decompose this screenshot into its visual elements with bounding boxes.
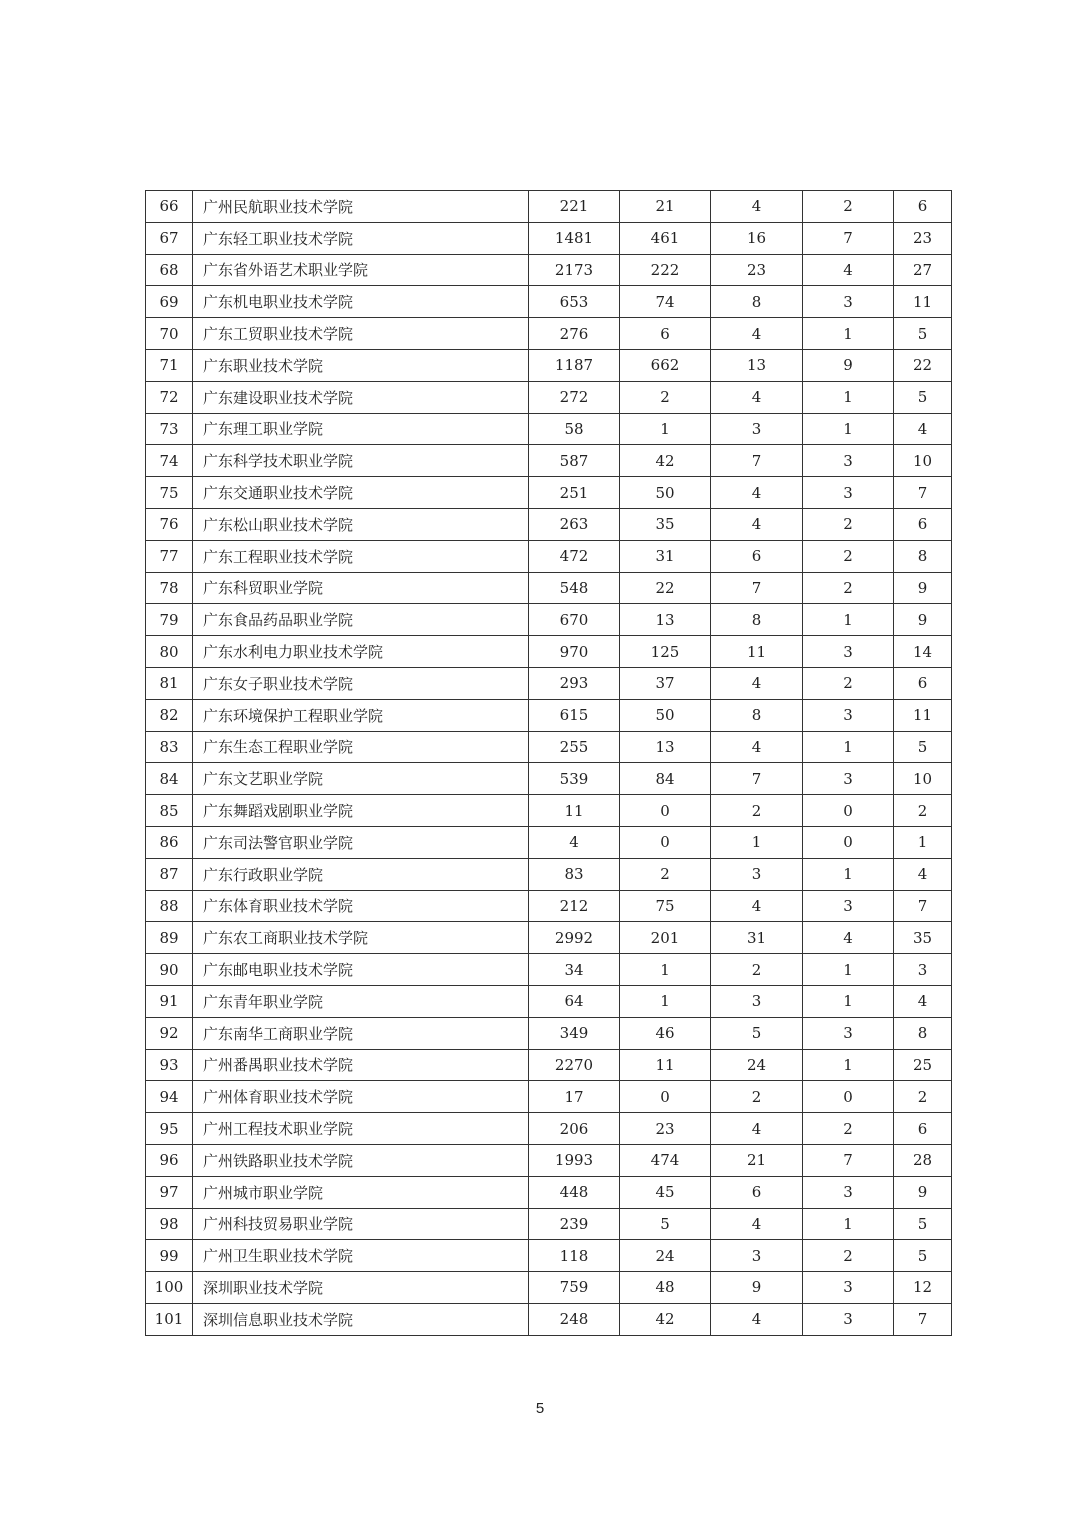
value-col-5-cell: 6 — [894, 191, 952, 223]
row-number-cell: 86 — [146, 826, 193, 858]
table-row — [146, 1113, 952, 1145]
value-col-1-cell: 759 — [529, 1272, 620, 1304]
value-col-3-cell: 11 — [711, 636, 803, 668]
value-col-2-cell: 42 — [620, 445, 711, 477]
value-col-5-cell: 5 — [894, 1208, 952, 1240]
value-col-4-cell: 0 — [803, 826, 894, 858]
value-col-4-cell: 1 — [803, 604, 894, 636]
table-row — [146, 191, 952, 223]
institution-name-cell: 广东松山职业技术学院 — [193, 508, 529, 540]
value-col-4-cell: 3 — [803, 636, 894, 668]
institution-name-cell: 广东环境保护工程职业学院 — [193, 699, 529, 731]
institution-name-cell: 广东机电职业技术学院 — [193, 286, 529, 318]
table-row — [146, 922, 952, 954]
row-number-cell: 85 — [146, 795, 193, 827]
table-row — [146, 1240, 952, 1272]
institution-name-cell: 广东水利电力职业技术学院 — [193, 636, 529, 668]
value-col-4-cell: 2 — [803, 572, 894, 604]
value-col-1-cell: 653 — [529, 286, 620, 318]
row-number-cell: 82 — [146, 699, 193, 731]
row-number-cell: 84 — [146, 763, 193, 795]
institution-name-cell: 广州城市职业学院 — [193, 1176, 529, 1208]
value-col-3-cell: 23 — [711, 254, 803, 286]
value-col-5-cell: 9 — [894, 604, 952, 636]
value-col-3-cell: 4 — [711, 191, 803, 223]
table-row — [146, 477, 952, 509]
value-col-3-cell: 7 — [711, 763, 803, 795]
value-col-5-cell: 7 — [894, 477, 952, 509]
value-col-2-cell: 42 — [620, 1303, 711, 1335]
value-col-2-cell: 23 — [620, 1113, 711, 1145]
value-col-4-cell: 3 — [803, 1272, 894, 1304]
value-col-1-cell: 587 — [529, 445, 620, 477]
value-col-2-cell: 75 — [620, 890, 711, 922]
value-col-4-cell: 1 — [803, 954, 894, 986]
value-col-1-cell: 293 — [529, 667, 620, 699]
value-col-2-cell: 5 — [620, 1208, 711, 1240]
value-col-1-cell: 248 — [529, 1303, 620, 1335]
value-col-5-cell: 8 — [894, 1017, 952, 1049]
value-col-2-cell: 0 — [620, 1081, 711, 1113]
value-col-1-cell: 34 — [529, 954, 620, 986]
value-col-3-cell: 2 — [711, 795, 803, 827]
value-col-2-cell: 0 — [620, 795, 711, 827]
value-col-4-cell: 7 — [803, 222, 894, 254]
value-col-3-cell: 3 — [711, 985, 803, 1017]
value-col-4-cell: 2 — [803, 1113, 894, 1145]
table-row — [146, 1081, 952, 1113]
value-col-5-cell: 5 — [894, 731, 952, 763]
table-row — [146, 254, 952, 286]
row-number-cell: 100 — [146, 1272, 193, 1304]
table-row — [146, 954, 952, 986]
institution-name-cell: 广东青年职业学院 — [193, 985, 529, 1017]
value-col-5-cell: 22 — [894, 349, 952, 381]
table-row — [146, 604, 952, 636]
table-row — [146, 1176, 952, 1208]
row-number-cell: 81 — [146, 667, 193, 699]
value-col-1-cell: 1993 — [529, 1144, 620, 1176]
value-col-2-cell: 662 — [620, 349, 711, 381]
value-col-5-cell: 27 — [894, 254, 952, 286]
value-col-5-cell: 5 — [894, 318, 952, 350]
value-col-4-cell: 3 — [803, 890, 894, 922]
value-col-5-cell: 14 — [894, 636, 952, 668]
table-row — [146, 318, 952, 350]
value-col-1-cell: 472 — [529, 540, 620, 572]
row-number-cell: 92 — [146, 1017, 193, 1049]
value-col-1-cell: 2173 — [529, 254, 620, 286]
value-col-4-cell: 1 — [803, 1208, 894, 1240]
table-row — [146, 667, 952, 699]
value-col-2-cell: 2 — [620, 381, 711, 413]
value-col-4-cell: 1 — [803, 731, 894, 763]
value-col-3-cell: 8 — [711, 286, 803, 318]
institution-name-cell: 广东工贸职业技术学院 — [193, 318, 529, 350]
value-col-4-cell: 0 — [803, 1081, 894, 1113]
value-col-1-cell: 539 — [529, 763, 620, 795]
value-col-3-cell: 9 — [711, 1272, 803, 1304]
value-col-3-cell: 3 — [711, 413, 803, 445]
value-col-3-cell: 16 — [711, 222, 803, 254]
value-col-2-cell: 37 — [620, 667, 711, 699]
institution-name-cell: 广东文艺职业学院 — [193, 763, 529, 795]
value-col-1-cell: 255 — [529, 731, 620, 763]
value-col-5-cell: 2 — [894, 795, 952, 827]
table-row — [146, 1303, 952, 1335]
value-col-3-cell: 4 — [711, 1113, 803, 1145]
value-col-1-cell: 17 — [529, 1081, 620, 1113]
value-col-4-cell: 3 — [803, 1176, 894, 1208]
value-col-2-cell: 1 — [620, 413, 711, 445]
row-number-cell: 78 — [146, 572, 193, 604]
value-col-3-cell: 2 — [711, 954, 803, 986]
value-col-5-cell: 9 — [894, 1176, 952, 1208]
institution-name-cell: 广东食品药品职业学院 — [193, 604, 529, 636]
institution-name-cell: 广东理工职业学院 — [193, 413, 529, 445]
value-col-1-cell: 448 — [529, 1176, 620, 1208]
table-row — [146, 699, 952, 731]
value-col-4-cell: 9 — [803, 349, 894, 381]
value-col-1-cell: 4 — [529, 826, 620, 858]
value-col-3-cell: 1 — [711, 826, 803, 858]
row-number-cell: 88 — [146, 890, 193, 922]
institution-name-cell: 广东农工商职业技术学院 — [193, 922, 529, 954]
row-number-cell: 95 — [146, 1113, 193, 1145]
value-col-4-cell: 4 — [803, 254, 894, 286]
row-number-cell: 72 — [146, 381, 193, 413]
value-col-5-cell: 11 — [894, 699, 952, 731]
value-col-5-cell: 12 — [894, 1272, 952, 1304]
value-col-3-cell: 3 — [711, 1240, 803, 1272]
value-col-2-cell: 45 — [620, 1176, 711, 1208]
table-row — [146, 413, 952, 445]
value-col-4-cell: 1 — [803, 985, 894, 1017]
value-col-1-cell: 548 — [529, 572, 620, 604]
value-col-5-cell: 8 — [894, 540, 952, 572]
value-col-5-cell: 35 — [894, 922, 952, 954]
institution-name-cell: 广东体育职业技术学院 — [193, 890, 529, 922]
value-col-3-cell: 4 — [711, 890, 803, 922]
value-col-5-cell: 4 — [894, 858, 952, 890]
table-row — [146, 1272, 952, 1304]
institution-name-cell: 广东轻工职业技术学院 — [193, 222, 529, 254]
value-col-1-cell: 118 — [529, 1240, 620, 1272]
institution-name-cell: 广东女子职业技术学院 — [193, 667, 529, 699]
value-col-1-cell: 251 — [529, 477, 620, 509]
value-col-4-cell: 7 — [803, 1144, 894, 1176]
value-col-2-cell: 0 — [620, 826, 711, 858]
value-col-2-cell: 84 — [620, 763, 711, 795]
value-col-2-cell: 24 — [620, 1240, 711, 1272]
value-col-2-cell: 222 — [620, 254, 711, 286]
value-col-3-cell: 8 — [711, 699, 803, 731]
value-col-3-cell: 13 — [711, 349, 803, 381]
value-col-2-cell: 6 — [620, 318, 711, 350]
row-number-cell: 79 — [146, 604, 193, 636]
row-number-cell: 83 — [146, 731, 193, 763]
value-col-5-cell: 28 — [894, 1144, 952, 1176]
value-col-2-cell: 2 — [620, 858, 711, 890]
value-col-5-cell: 6 — [894, 508, 952, 540]
institution-name-cell: 广东生态工程职业学院 — [193, 731, 529, 763]
institution-name-cell: 广东舞蹈戏剧职业学院 — [193, 795, 529, 827]
value-col-1-cell: 349 — [529, 1017, 620, 1049]
row-number-cell: 71 — [146, 349, 193, 381]
value-col-3-cell: 5 — [711, 1017, 803, 1049]
institution-name-cell: 深圳职业技术学院 — [193, 1272, 529, 1304]
value-col-1-cell: 670 — [529, 604, 620, 636]
value-col-5-cell: 11 — [894, 286, 952, 318]
value-col-3-cell: 7 — [711, 445, 803, 477]
row-number-cell: 99 — [146, 1240, 193, 1272]
value-col-3-cell: 4 — [711, 731, 803, 763]
table-row — [146, 381, 952, 413]
value-col-3-cell: 7 — [711, 572, 803, 604]
value-col-2-cell: 13 — [620, 604, 711, 636]
value-col-3-cell: 24 — [711, 1049, 803, 1081]
value-col-1-cell: 970 — [529, 636, 620, 668]
value-col-2-cell: 125 — [620, 636, 711, 668]
institution-name-cell: 广州民航职业技术学院 — [193, 191, 529, 223]
value-col-5-cell: 3 — [894, 954, 952, 986]
value-col-2-cell: 50 — [620, 477, 711, 509]
value-col-2-cell: 201 — [620, 922, 711, 954]
value-col-3-cell: 4 — [711, 477, 803, 509]
table-row — [146, 795, 952, 827]
table-row — [146, 572, 952, 604]
value-col-1-cell: 58 — [529, 413, 620, 445]
value-col-4-cell: 0 — [803, 795, 894, 827]
row-number-cell: 97 — [146, 1176, 193, 1208]
institution-name-cell: 广州工程技术职业学院 — [193, 1113, 529, 1145]
institution-name-cell: 广州番禺职业技术学院 — [193, 1049, 529, 1081]
institution-name-cell: 广东行政职业学院 — [193, 858, 529, 890]
value-col-4-cell: 3 — [803, 763, 894, 795]
value-col-4-cell: 1 — [803, 413, 894, 445]
row-number-cell: 75 — [146, 477, 193, 509]
value-col-5-cell: 10 — [894, 445, 952, 477]
value-col-5-cell: 9 — [894, 572, 952, 604]
table-row — [146, 349, 952, 381]
value-col-5-cell: 7 — [894, 890, 952, 922]
institution-name-cell: 广东建设职业技术学院 — [193, 381, 529, 413]
table-row — [146, 1144, 952, 1176]
value-col-4-cell: 3 — [803, 286, 894, 318]
value-col-4-cell: 3 — [803, 445, 894, 477]
institution-name-cell: 广东工程职业技术学院 — [193, 540, 529, 572]
table-body — [146, 191, 952, 1336]
institution-name-cell: 广东职业技术学院 — [193, 349, 529, 381]
value-col-2-cell: 21 — [620, 191, 711, 223]
value-col-4-cell: 1 — [803, 858, 894, 890]
row-number-cell: 90 — [146, 954, 193, 986]
institution-name-cell: 深圳信息职业技术学院 — [193, 1303, 529, 1335]
row-number-cell: 73 — [146, 413, 193, 445]
value-col-1-cell: 2270 — [529, 1049, 620, 1081]
row-number-cell: 94 — [146, 1081, 193, 1113]
value-col-1-cell: 239 — [529, 1208, 620, 1240]
table-row — [146, 1017, 952, 1049]
value-col-5-cell: 2 — [894, 1081, 952, 1113]
value-col-1-cell: 83 — [529, 858, 620, 890]
table-row — [146, 890, 952, 922]
value-col-4-cell: 1 — [803, 381, 894, 413]
table-row — [146, 636, 952, 668]
page-number: 5 — [535, 1400, 545, 1417]
value-col-2-cell: 46 — [620, 1017, 711, 1049]
table-row — [146, 540, 952, 572]
value-col-4-cell: 2 — [803, 1240, 894, 1272]
table-row — [146, 445, 952, 477]
institution-name-cell: 广东科学技术职业学院 — [193, 445, 529, 477]
value-col-1-cell: 1187 — [529, 349, 620, 381]
value-col-3-cell: 21 — [711, 1144, 803, 1176]
value-col-2-cell: 1 — [620, 954, 711, 986]
value-col-2-cell: 474 — [620, 1144, 711, 1176]
institution-name-cell: 广州卫生职业技术学院 — [193, 1240, 529, 1272]
value-col-1-cell: 1481 — [529, 222, 620, 254]
value-col-2-cell: 35 — [620, 508, 711, 540]
row-number-cell: 93 — [146, 1049, 193, 1081]
institution-name-cell: 广东交通职业技术学院 — [193, 477, 529, 509]
value-col-3-cell: 4 — [711, 667, 803, 699]
value-col-3-cell: 4 — [711, 1303, 803, 1335]
value-col-2-cell: 74 — [620, 286, 711, 318]
row-number-cell: 98 — [146, 1208, 193, 1240]
value-col-1-cell: 221 — [529, 191, 620, 223]
value-col-2-cell: 48 — [620, 1272, 711, 1304]
value-col-5-cell: 6 — [894, 1113, 952, 1145]
table-row — [146, 222, 952, 254]
value-col-3-cell: 4 — [711, 508, 803, 540]
row-number-cell: 80 — [146, 636, 193, 668]
value-col-5-cell: 5 — [894, 381, 952, 413]
value-col-5-cell: 5 — [894, 1240, 952, 1272]
row-number-cell: 74 — [146, 445, 193, 477]
row-number-cell: 89 — [146, 922, 193, 954]
table-row — [146, 858, 952, 890]
value-col-1-cell: 212 — [529, 890, 620, 922]
row-number-cell: 66 — [146, 191, 193, 223]
value-col-4-cell: 1 — [803, 1049, 894, 1081]
row-number-cell: 68 — [146, 254, 193, 286]
value-col-2-cell: 50 — [620, 699, 711, 731]
value-col-4-cell: 2 — [803, 508, 894, 540]
value-col-5-cell: 23 — [894, 222, 952, 254]
value-col-3-cell: 6 — [711, 1176, 803, 1208]
value-col-2-cell: 461 — [620, 222, 711, 254]
table-row — [146, 826, 952, 858]
institution-name-cell: 广东邮电职业技术学院 — [193, 954, 529, 986]
value-col-4-cell: 1 — [803, 318, 894, 350]
value-col-5-cell: 4 — [894, 985, 952, 1017]
value-col-4-cell: 3 — [803, 1017, 894, 1049]
value-col-1-cell: 2992 — [529, 922, 620, 954]
row-number-cell: 87 — [146, 858, 193, 890]
value-col-4-cell: 4 — [803, 922, 894, 954]
value-col-3-cell: 3 — [711, 858, 803, 890]
table-row — [146, 508, 952, 540]
institution-name-cell: 广东司法警官职业学院 — [193, 826, 529, 858]
value-col-5-cell: 10 — [894, 763, 952, 795]
institution-name-cell: 广州铁路职业技术学院 — [193, 1144, 529, 1176]
value-col-3-cell: 8 — [711, 604, 803, 636]
value-col-4-cell: 2 — [803, 191, 894, 223]
data-table — [145, 190, 952, 1336]
value-col-5-cell: 4 — [894, 413, 952, 445]
table-row — [146, 1049, 952, 1081]
value-col-4-cell: 3 — [803, 699, 894, 731]
institution-name-cell: 广州科技贸易职业学院 — [193, 1208, 529, 1240]
value-col-2-cell: 11 — [620, 1049, 711, 1081]
row-number-cell: 69 — [146, 286, 193, 318]
value-col-3-cell: 2 — [711, 1081, 803, 1113]
value-col-3-cell: 4 — [711, 1208, 803, 1240]
row-number-cell: 77 — [146, 540, 193, 572]
table-row — [146, 1208, 952, 1240]
row-number-cell: 70 — [146, 318, 193, 350]
institution-name-cell: 广州体育职业技术学院 — [193, 1081, 529, 1113]
value-col-4-cell: 2 — [803, 667, 894, 699]
value-col-2-cell: 31 — [620, 540, 711, 572]
value-col-5-cell: 1 — [894, 826, 952, 858]
value-col-5-cell: 25 — [894, 1049, 952, 1081]
value-col-3-cell: 6 — [711, 540, 803, 572]
institution-name-cell: 广东科贸职业学院 — [193, 572, 529, 604]
row-number-cell: 67 — [146, 222, 193, 254]
value-col-3-cell: 31 — [711, 922, 803, 954]
value-col-4-cell: 2 — [803, 540, 894, 572]
value-col-3-cell: 4 — [711, 381, 803, 413]
value-col-1-cell: 206 — [529, 1113, 620, 1145]
value-col-1-cell: 276 — [529, 318, 620, 350]
row-number-cell: 101 — [146, 1303, 193, 1335]
value-col-1-cell: 263 — [529, 508, 620, 540]
value-col-2-cell: 1 — [620, 985, 711, 1017]
institution-name-cell: 广东南华工商职业学院 — [193, 1017, 529, 1049]
value-col-1-cell: 11 — [529, 795, 620, 827]
row-number-cell: 76 — [146, 508, 193, 540]
table-row — [146, 763, 952, 795]
row-number-cell: 91 — [146, 985, 193, 1017]
table-row — [146, 286, 952, 318]
value-col-2-cell: 22 — [620, 572, 711, 604]
value-col-1-cell: 615 — [529, 699, 620, 731]
institution-name-cell: 广东省外语艺术职业学院 — [193, 254, 529, 286]
value-col-5-cell: 7 — [894, 1303, 952, 1335]
value-col-4-cell: 3 — [803, 1303, 894, 1335]
value-col-2-cell: 13 — [620, 731, 711, 763]
value-col-1-cell: 272 — [529, 381, 620, 413]
value-col-3-cell: 4 — [711, 318, 803, 350]
table-row — [146, 985, 952, 1017]
value-col-5-cell: 6 — [894, 667, 952, 699]
value-col-4-cell: 3 — [803, 477, 894, 509]
row-number-cell: 96 — [146, 1144, 193, 1176]
value-col-1-cell: 64 — [529, 985, 620, 1017]
table-row — [146, 731, 952, 763]
